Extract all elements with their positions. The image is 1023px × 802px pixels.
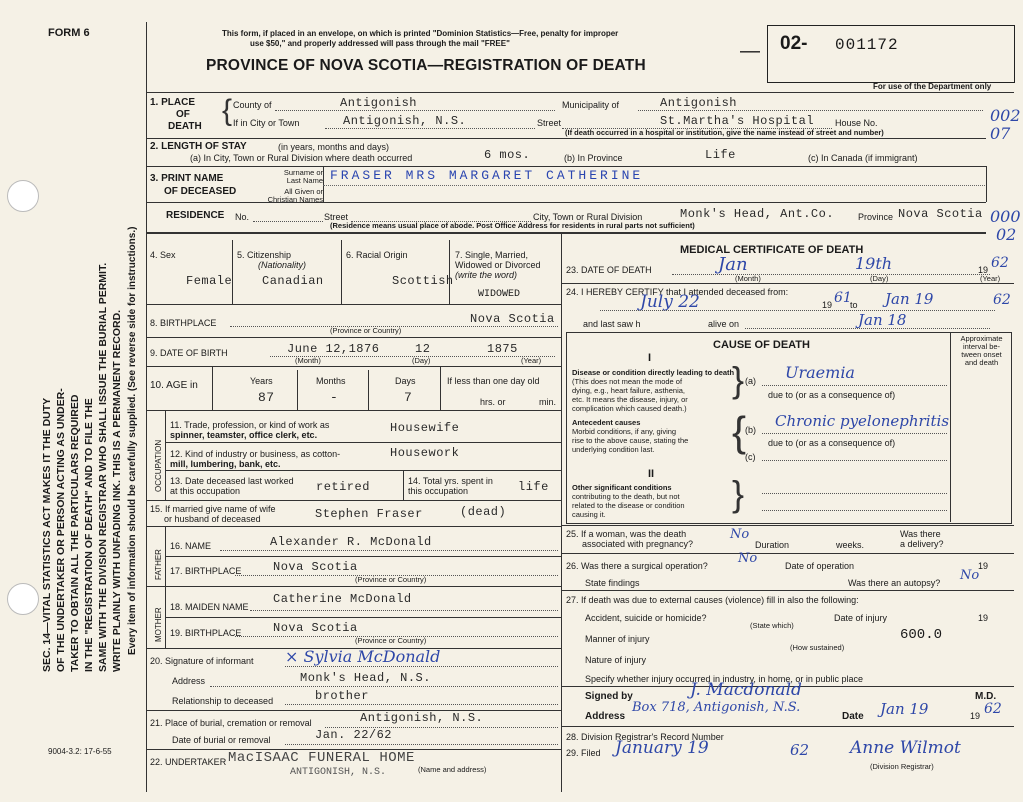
vertical-line-1: SEC. 14—VITAL STATISTICS ACT MAKES IT THE DUTY <box>41 397 53 672</box>
registration-number: 001172 <box>835 36 899 54</box>
race-label: 6. Racial Origin <box>346 250 408 260</box>
dod-day-sub: (Day) <box>870 274 889 283</box>
signed-year: 62 <box>984 701 1002 717</box>
stay-a-label: (a) In City, Town or Rural Division where death occurred <box>190 153 413 163</box>
vertical-line-5: SAME WITH THE DIVISION REGISTRAR WHO SHALL ISSUE THE BURIAL PERMIT. <box>97 262 109 672</box>
registrar-signature: Anne Wilmot <box>850 738 961 758</box>
relationship-value: brother <box>315 689 369 703</box>
vertical-line-6: WRITE PLAINLY WITH UNFADING INK. THIS IS A PERMANENT RECORD. <box>111 309 123 672</box>
alive-on-label: alive on <box>708 319 740 329</box>
state-which: (State which) <box>750 621 794 630</box>
age-label: 10. AGE in <box>150 380 198 391</box>
municipality-label: Municipality of <box>562 100 620 110</box>
relationship-label: Relationship to deceased <box>172 696 274 706</box>
dob-month: June 12,1876 <box>287 342 380 356</box>
days-value: 7 <box>404 390 413 405</box>
father-bp-label: 17. BIRTHPLACE <box>170 566 242 576</box>
footer-code: 9004-3.2: 17-6-55 <box>48 747 112 756</box>
stay-c-label: (c) In Canada (if immigrant) <box>808 153 918 163</box>
city-value: Antigonish, N.S. <box>343 114 467 128</box>
injury-date-label: Date of injury <box>834 613 888 623</box>
burial-label: 21. Place of burial, cremation or removal <box>150 718 312 728</box>
registration-prefix: 02- <box>780 33 808 54</box>
name-label: 3. PRINT NAME OF DECEASED <box>150 173 237 197</box>
occ14-label: 14. Total yrs. spent in this occupation <box>408 476 493 496</box>
last-saw-date: Jan 18 <box>858 311 907 329</box>
side-code-2: 07 <box>990 124 1011 143</box>
signed-label: Signed by <box>585 691 633 702</box>
certify-to-yr: 62 <box>993 292 1011 308</box>
marital-value: WIDOWED <box>478 289 521 300</box>
due-to-1: due to (or as a consequence of) <box>768 390 896 400</box>
amount-stamp: 600.0 <box>900 627 943 643</box>
q29-label: 29. Filed <box>566 748 601 758</box>
residence-province-label: Province <box>858 212 894 222</box>
specify-label: Specify whether injury occurred in industry, in home, or in public place <box>585 674 863 684</box>
citizenship-label-2: (Nationality) <box>258 260 307 270</box>
informant-label: 20. Signature of informant <box>150 656 254 666</box>
occ12-label: 12. Kind of industry or business, as cotton- mill, lumbering, bank, etc. <box>170 449 341 469</box>
spouse-value: Stephen Fraser <box>315 507 423 521</box>
burial-date-value: Jan. 22/62 <box>315 728 393 742</box>
q28-label: 28. Division Registrar's Record Number <box>566 732 724 742</box>
years-value: 87 <box>258 390 275 405</box>
physician-signature: J. Macdonald <box>690 680 802 700</box>
date-of-death-year-pre: 19 <box>978 265 989 275</box>
dod-month-sub: (Month) <box>735 274 761 283</box>
sex-value: Female <box>186 274 233 288</box>
cause-title: CAUSE OF DEATH <box>713 339 810 351</box>
father-name-label: 16. NAME <box>170 541 212 551</box>
informant-address-value: Monk's Head, N.S. <box>300 671 431 685</box>
occ11-value: Housewife <box>390 421 460 435</box>
accident-label: Accident, suicide or homicide? <box>585 613 707 623</box>
informant-address-label: Address <box>172 676 206 686</box>
cause-b-label: (b) <box>745 425 756 435</box>
dept-use-note: For use of the Department only <box>873 82 992 91</box>
residence-no: No. <box>235 212 250 222</box>
residence-province-value: Nova Scotia <box>898 207 983 221</box>
signed-year-pre: 19 <box>970 711 981 721</box>
mother-name-label: 18. MAIDEN NAME <box>170 602 249 612</box>
md-label: M.D. <box>975 691 997 702</box>
residence-street: Street <box>324 212 349 222</box>
city-label: If in City or Town <box>233 118 300 128</box>
physician-address-label: Address <box>585 711 626 722</box>
vertical-line-4: IN THE "REGISTRATION OF DEATH" AND TO FILE THE <box>83 398 95 672</box>
certify-from: July 22 <box>640 292 700 312</box>
vertical-line-3: TAKER TO OBTAIN ALL THE PARTICULARS REQUIRED <box>69 394 81 672</box>
residence-city-value: Monk's Head, Ant.Co. <box>680 207 835 221</box>
deceased-name-value: FRASER MRS MARGARET CATHERINE <box>330 168 644 183</box>
mother-bp-sub: (Province or Country) <box>355 636 427 645</box>
cause-b-value: Chronic pyelonephritis <box>775 412 950 430</box>
form-label: FORM 6 <box>48 27 90 39</box>
antecedent-label: Antecedent causes Morbid conditions, if any, giving rise to the above cause, stating the underlying condition last. <box>572 418 689 454</box>
stay-b-value: Life <box>705 148 736 162</box>
given-label: All Given or Christian Names <box>267 187 323 204</box>
undertaker-value: MacISAAC FUNERAL HOME <box>228 750 415 766</box>
stay-b-label: (b) In Province <box>564 153 623 163</box>
filed-year: 62 <box>790 741 810 759</box>
cause-a-label: (a) <box>745 376 756 386</box>
municipality-value: Antigonish <box>660 96 738 110</box>
dob-month-sub: (Month) <box>295 356 321 365</box>
top-note-1: This form, if placed in an envelope, on which is printed "Dominion Statistics—Free, penalty for improper <box>222 29 619 38</box>
father-bp-sub: (Province or Country) <box>355 575 427 584</box>
hrs-label: hrs. or <box>480 397 506 407</box>
occ13-value: retired <box>316 480 370 494</box>
date-of-death-day: 19th <box>855 254 893 273</box>
dob-year-sub: (Year) <box>521 356 542 365</box>
stay-label: 2. LENGTH OF STAY <box>150 141 247 152</box>
dob-day: 12 <box>415 342 431 356</box>
birthplace-value: Nova Scotia <box>470 312 555 326</box>
punch-hole-bottom <box>7 583 39 615</box>
top-note-2: use $50," and properly addressed will pass through the mail "FREE" <box>250 39 510 48</box>
dob-day-sub: (Day) <box>412 356 431 365</box>
medical-title: MEDICAL CERTIFICATE OF DEATH <box>680 244 864 256</box>
street-label: Street <box>537 118 562 128</box>
place-label: 1. PLACE OF DEATH <box>150 97 202 132</box>
q25-value: No <box>730 527 750 542</box>
side-code-4: 02 <box>996 225 1017 244</box>
residence-label: RESIDENCE <box>166 210 225 221</box>
marital-label: 7. Single, Married, Widowed or Divorced (write the word) <box>455 250 541 280</box>
op-year: 19 <box>978 561 989 571</box>
cause-c-label: (c) <box>745 452 756 462</box>
manner-label: Manner of injury <box>585 634 650 644</box>
mother-name-value: Catherine McDonald <box>273 592 412 606</box>
certify-to: Jan 19 <box>885 290 934 308</box>
residence-city-label: City, Town or Rural Division <box>533 212 643 222</box>
burial-date-label: Date of burial or removal <box>172 735 271 745</box>
vertical-line-2: OF THE UNDERTAKER OR PERSON ACTING AS UNDER- <box>55 388 67 672</box>
q25-label: 25. If a woman, was the death associated with pregnancy? <box>566 529 694 549</box>
occ11-label: 11. Trade, profession, or kind of work as spinner, teamster, office clerk, etc. <box>170 420 330 440</box>
certify-from-yr-pre: 19 <box>822 300 833 310</box>
days-label: Days <box>395 376 416 386</box>
dob-label: 9. DATE OF BIRTH <box>150 348 228 358</box>
dob-year: 1875 <box>487 342 518 356</box>
surname-label: Surname or Last Name <box>283 168 323 185</box>
street-value: St.Martha's Hospital <box>660 114 815 128</box>
interval-label: Approximate interval be- tween onset and death <box>960 334 1003 367</box>
death-registration-form: FORM 6 SEC. 14—VITAL STATISTICS ACT MAKES IT THE DUTY OF THE UNDERTAKER OR PERSON ACTING AS UNDER- TAKER TO OBTAIN ALL THE PARTICULARS REQUIRED IN THE "REGISTRATION OF DEATH" AND TO FILE THE SAME WITH THE DIVISION REGISTRAR WHO SHALL ISSUE THE BURIAL PERMIT. WRITE PLAINLY WITH UNFADING INK. THIS IS A PERMANENT RECORD. Every item of information should be carefully supplied. (See reverse side for instructions.) This form, if placed in an envelope, on which is printed "Dominion Statistics—Free, penalty for improper use $50," and properly addressed will pass through the mail "FREE" PROVINCE OF NOVA SCOTIA—REGISTRATION OF DEATH — 02- 001172 For use of the Department only 002 07 000 02 1. PLACE OF DEATH { County of Antigonish Municipality of Antigonish If in City or Town Antigonish, N.S. Street St.Martha's Hospital House No. (If death occurred in a hospital or institution, give the name instead of street and number) 2. LENGTH OF STAY (in years, months and days) (a) In City, Town or Rural Division where death occurred 6 mos. (b) In Province Life (c) In Canada (if immigrant) 3. PRINT NAME OF DECEASED Surname or Last Name All Given or Christian Names FRASER MRS MARGARET CATHERINE RESIDENCE No. Street City, Town or Rural Division Monk's Head, Ant.Co. Province Nova Scotia (Residence means usual place of abode. Post Office Address for residents in rural parts not sufficient) 4. Sex Female 5. Citizenship (Nationality) Canadian 6. Racial Origin Scottish 7. Single, Married, Widowed or Divorced (write the word) WIDOWED 8. BIRTHPLACE Nova Scotia (Province or Country) 9. DATE OF BIRTH June 12,1876 12 1875 (Month) (Day) (Year) 10. AGE in Years Months Days 87 - 7 If less than one day old hrs. or min. OCCUPATION 11. Trade, profession, or kind of work as spinner, teamster, office clerk, etc. Housewife 12. Kind of industry or business, as cotton- mill, lumbering, bank, etc. Housework 13. Date deceased last worked at this occupation retired 14. Total yrs. spent in this occupation life 15. If married give name of wife or husband of deceased Stephen Fraser (dead) FATHER 16. NAME Alexander R. McDonald 17. BIRTHPLACE Nova Scotia (Province or Country) MOTHER 18. MAIDEN NAME Catherine McDonald 19. BIRTHPLACE Nova Scotia (Province or Country) 20. Signature of informant × Sylvia McDonald Address Monk's Head, N.S. Relationship to deceased brother 21. Place of burial, cremation or removal Antigonish, N.S. Date of burial or removal Jan. 22/62 22. UNDERTAKER MacISAAC FUNERAL HOME ANTIGONISH, N.S. (Name and address) 9004-3.2: 17-6-55 MEDICAL CERTIFICATE OF DEATH 23. DATE OF DEATH Jan 19th 19 62 (Month) (Day) (Year) 24. I HEREBY CERTIFY that I attended deceased from: July 22 19 61 to Jan 19 62 and last saw h alive on Jan 18 CAUSE OF DEATH Approximate interval be- tween onset and death I Disease or condition directly leading to death (This does not mean the mode of dying, e.g., heart failure, asthenia, etc. It means the disease, injury, or complication which caused death.) } (a) Uraemia due to (or as a consequence of) Antecedent causes Morbid conditions, if any, giving rise to the above cause, stating the underlying condition last. { (b) Chronic pyelonephritis due to (or as a consequence of) (c) II Other significant conditions contributing to the death, but not related to the disease or condition causing it. } 25. If a woman, was the death associated with pregnancy? No Duration weeks. Was there a delivery? 26. Was there a surgical operation? No Date of operation 19 State findings Was there an autopsy? No 27. If death was due to external causes (violence) fill in also the following: Accident, suicide or homicide? (State which) Date of injury 19 Manner of injury 600.0 (How sustained) Nature of injury Specify whether injury occurred in industry, in home, or in public place Signed by J. Macdonald M.D. Address Box 718, Antigonish, N.S. Date Jan 19 19 62 28. Division Registrar's Record Number 29. Filed January 19 62 Anne Wilmot (Division Registrar) <box>0 0 1023 802</box>
roman-one: I <box>648 352 652 364</box>
race-value: Scottish <box>392 274 454 288</box>
dod-year-sub: (Year) <box>980 274 1001 283</box>
roman-two: II <box>648 468 655 480</box>
other-conditions-label: Other significant conditions contributing to the death, but not related to the disease or condition causing it. <box>572 483 685 519</box>
q27-label: 27. If death was due to external causes (violence) fill in also the following: <box>566 595 859 605</box>
cause-a-value: Uraemia <box>785 363 855 382</box>
date-of-death-year: 62 <box>991 255 1009 271</box>
stay-a-value: 6 mos. <box>484 148 531 162</box>
filed-date: January 19 <box>615 738 709 758</box>
occ12-value: Housework <box>390 446 460 460</box>
signed-date-value: Jan 19 <box>880 700 929 718</box>
mother-bp-label: 19. BIRTHPLACE <box>170 628 242 638</box>
delivery-label: Was there a delivery? <box>900 529 944 549</box>
house-label: House No. <box>835 118 878 128</box>
undertaker-label: 22. UNDERTAKER <box>150 757 227 767</box>
immediate-cause-label: Disease or condition directly leading to death (This does not mean the mode of dying, e.g., heart failure, asthenia, etc. It means the disease, injury, or complication which caused death.) <box>572 368 735 413</box>
certify-label: 24. I HEREBY CERTIFY that I attended deceased from: <box>566 287 789 297</box>
birthplace-label: 8. BIRTHPLACE <box>150 318 217 328</box>
less-day-label: If less than one day old <box>447 376 540 386</box>
hospital-note: (If death occurred in a hospital or institution, give the name instead of street and number) <box>565 128 884 137</box>
occ13-label: 13. Date deceased last worked at this occupation <box>170 476 294 496</box>
physician-address-value: Box 718, Antigonish, N.S. <box>632 700 801 715</box>
certify-from-yr: 61 <box>834 290 852 306</box>
spouse-label: 15. If married give name of wife or husband of deceased <box>150 504 276 524</box>
months-label: Months <box>316 376 346 386</box>
informant-signature: × Sylvia McDonald <box>285 647 441 666</box>
min-label: min. <box>539 397 557 407</box>
months-value: - <box>330 390 339 405</box>
due-to-2: due to (or as a consequence of) <box>768 438 896 448</box>
citizenship-value: Canadian <box>262 274 324 288</box>
residence-note: (Residence means usual place of abode. Post Office Address for residents in rural parts not sufficient) <box>330 221 695 230</box>
stay-label-2: (in years, months and days) <box>278 142 390 152</box>
nature-label: Nature of injury <box>585 655 647 665</box>
county-value: Antigonish <box>340 96 418 110</box>
years-label: Years <box>250 376 273 386</box>
citizenship-label: 5. Citizenship <box>237 250 292 260</box>
weeks-label: weeks. <box>836 540 865 550</box>
q26-value: No <box>738 551 758 566</box>
how-sustained: (How sustained) <box>790 643 845 652</box>
undertaker-note: (Name and address) <box>418 765 487 774</box>
signed-date-label: Date <box>842 711 864 722</box>
injury-date-yr: 19 <box>978 613 989 623</box>
father-bp-value: Nova Scotia <box>273 560 358 574</box>
page-title: PROVINCE OF NOVA SCOTIA—REGISTRATION OF DEATH <box>206 57 646 74</box>
state-findings-label: State findings <box>585 578 640 588</box>
side-code-1: 002 <box>990 106 1021 125</box>
op-date-label: Date of operation <box>785 561 855 571</box>
certify-to-pre: to <box>850 300 858 310</box>
father-name-value: Alexander R. McDonald <box>270 535 432 549</box>
q26-label: 26. Was there a surgical operation? <box>566 561 708 571</box>
date-of-death-month: Jan <box>718 254 748 275</box>
birthplace-sub: (Province or Country) <box>330 326 402 335</box>
side-code-3: 000 <box>990 207 1021 226</box>
occ14-value: life <box>518 480 549 494</box>
autopsy-label: Was there an autopsy? <box>848 578 941 588</box>
mother-bp-value: Nova Scotia <box>273 621 358 635</box>
county-label: County of <box>233 100 272 110</box>
burial-value: Antigonish, N.S. <box>360 711 484 725</box>
registrar-label: (Division Registrar) <box>870 762 934 771</box>
sex-label: 4. Sex <box>150 250 176 260</box>
duration-label: Duration <box>755 540 790 550</box>
last-saw-label: and last saw h <box>583 319 641 329</box>
punch-hole-top <box>7 180 39 212</box>
undertaker-city: ANTIGONISH, N.S. <box>290 767 387 778</box>
date-of-death-label: 23. DATE OF DEATH <box>566 265 652 275</box>
autopsy-value: No <box>960 568 980 583</box>
spouse-note: (dead) <box>460 505 507 519</box>
